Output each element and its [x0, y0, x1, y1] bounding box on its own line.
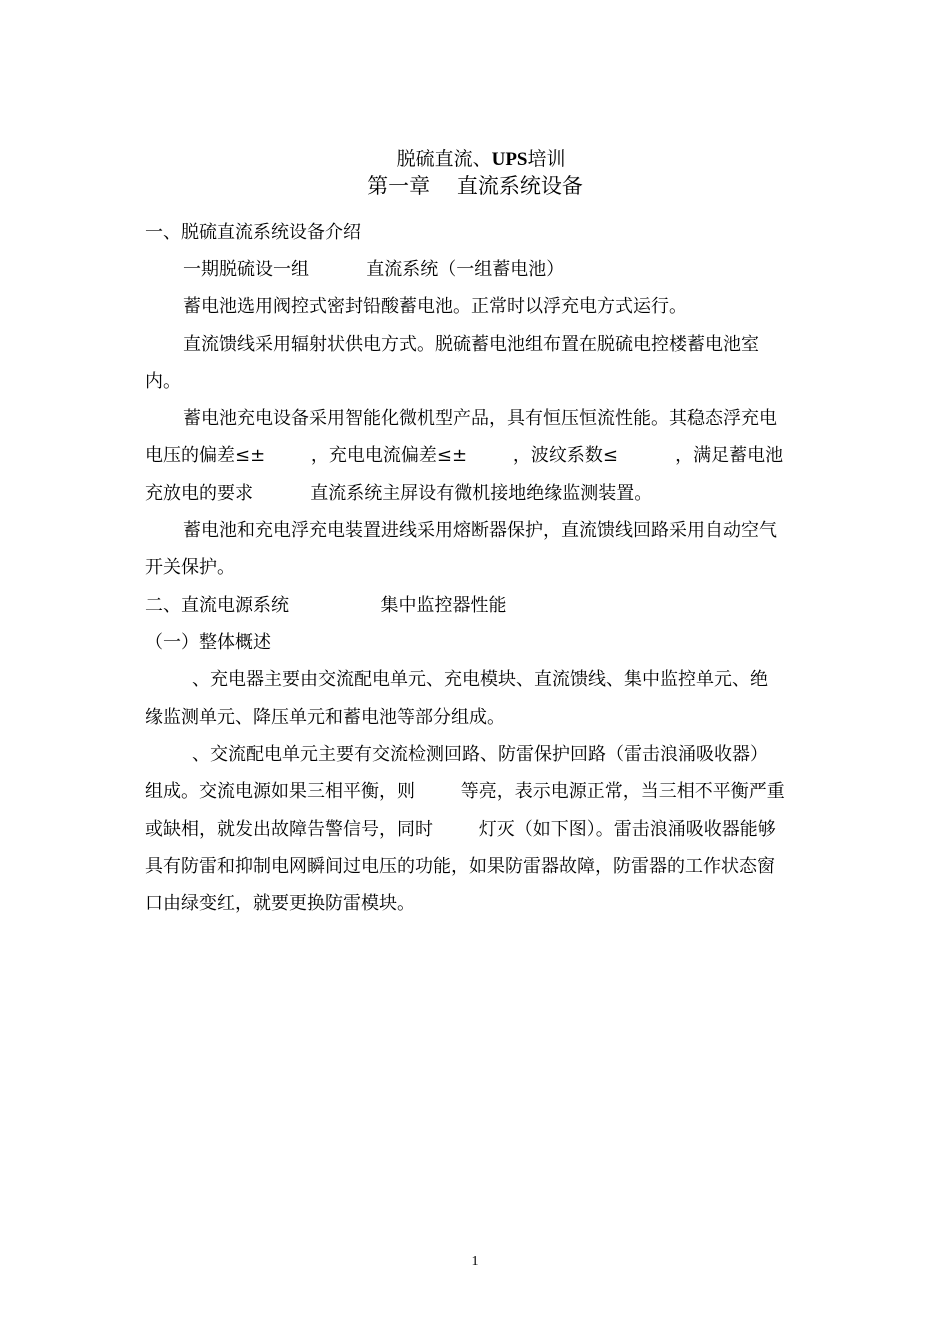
paragraph-line: 开关保护。	[145, 557, 235, 578]
title-text-2: 培训	[527, 148, 566, 170]
section2-heading: 二、直流电源系统 集中监控器性能	[145, 595, 507, 616]
title-ups: UPS	[491, 149, 528, 170]
paragraph-line: 、交流配电单元主要有交流检测回路、防雷保护回路（雷击浪涌吸收器）	[192, 744, 768, 765]
document-title	[0, 123, 950, 172]
paragraph-line: 直流馈线采用辐射状供电方式。脱硫蓄电池组布置在脱硫电控楼蓄电池室	[183, 334, 759, 355]
paragraph-line: 或缺相，就发出故障告警信号，同时 灯灭（如下图）。雷击浪涌吸收器能够	[145, 819, 776, 840]
paragraph-line: 、充电器主要由交流配电单元、充电模块、直流馈线、集中监控单元、绝	[192, 669, 768, 690]
subsection-heading: （一）整体概述	[145, 632, 271, 653]
paragraph-line: 蓄电池选用阀控式密封铅酸蓄电池。正常时以浮充电方式运行。	[183, 296, 687, 317]
paragraph-line: 蓄电池充电设备采用智能化微机型产品，具有恒压恒流性能。其稳态浮充电	[183, 408, 777, 429]
section1-heading: 一、脱硫直流系统设备介绍	[145, 222, 361, 243]
paragraph-line: 具有防雷和抑制电网瞬间过电压的功能，如果防雷器故障，防雷器的工作状态窗	[145, 856, 775, 877]
paragraph-line: 一期脱硫设一组 直流系统（一组蓄电池）	[183, 259, 565, 280]
paragraph-line: 组成。交流电源如果三相平衡，则 等亮，表示电源正常，当三相不平衡严重	[145, 781, 785, 802]
paragraph-line: 口由绿变红，就要更换防雷模块。	[145, 893, 415, 914]
chapter-title: 第一章 直流系统设备	[367, 174, 583, 198]
paragraph-line: 电压的偏差≤± ，充电电流偏差≤± ，波纹系数≤ ，满足蓄电池	[145, 445, 784, 466]
page-number: 1	[471, 1254, 479, 1269]
paragraph-line: 蓄电池和充电浮充电装置进线采用熔断器保护，直流馈线回路采用自动空气	[183, 520, 777, 541]
paragraph-line: 充放电的要求 直流系统主屏设有微机接地绝缘监测装置。	[145, 483, 653, 504]
title-text-1: 脱硫直流、	[396, 148, 492, 170]
paragraph-line: 缘监测单元、降压单元和蓄电池等部分组成。	[145, 707, 505, 728]
paragraph-line: 内。	[145, 371, 181, 392]
